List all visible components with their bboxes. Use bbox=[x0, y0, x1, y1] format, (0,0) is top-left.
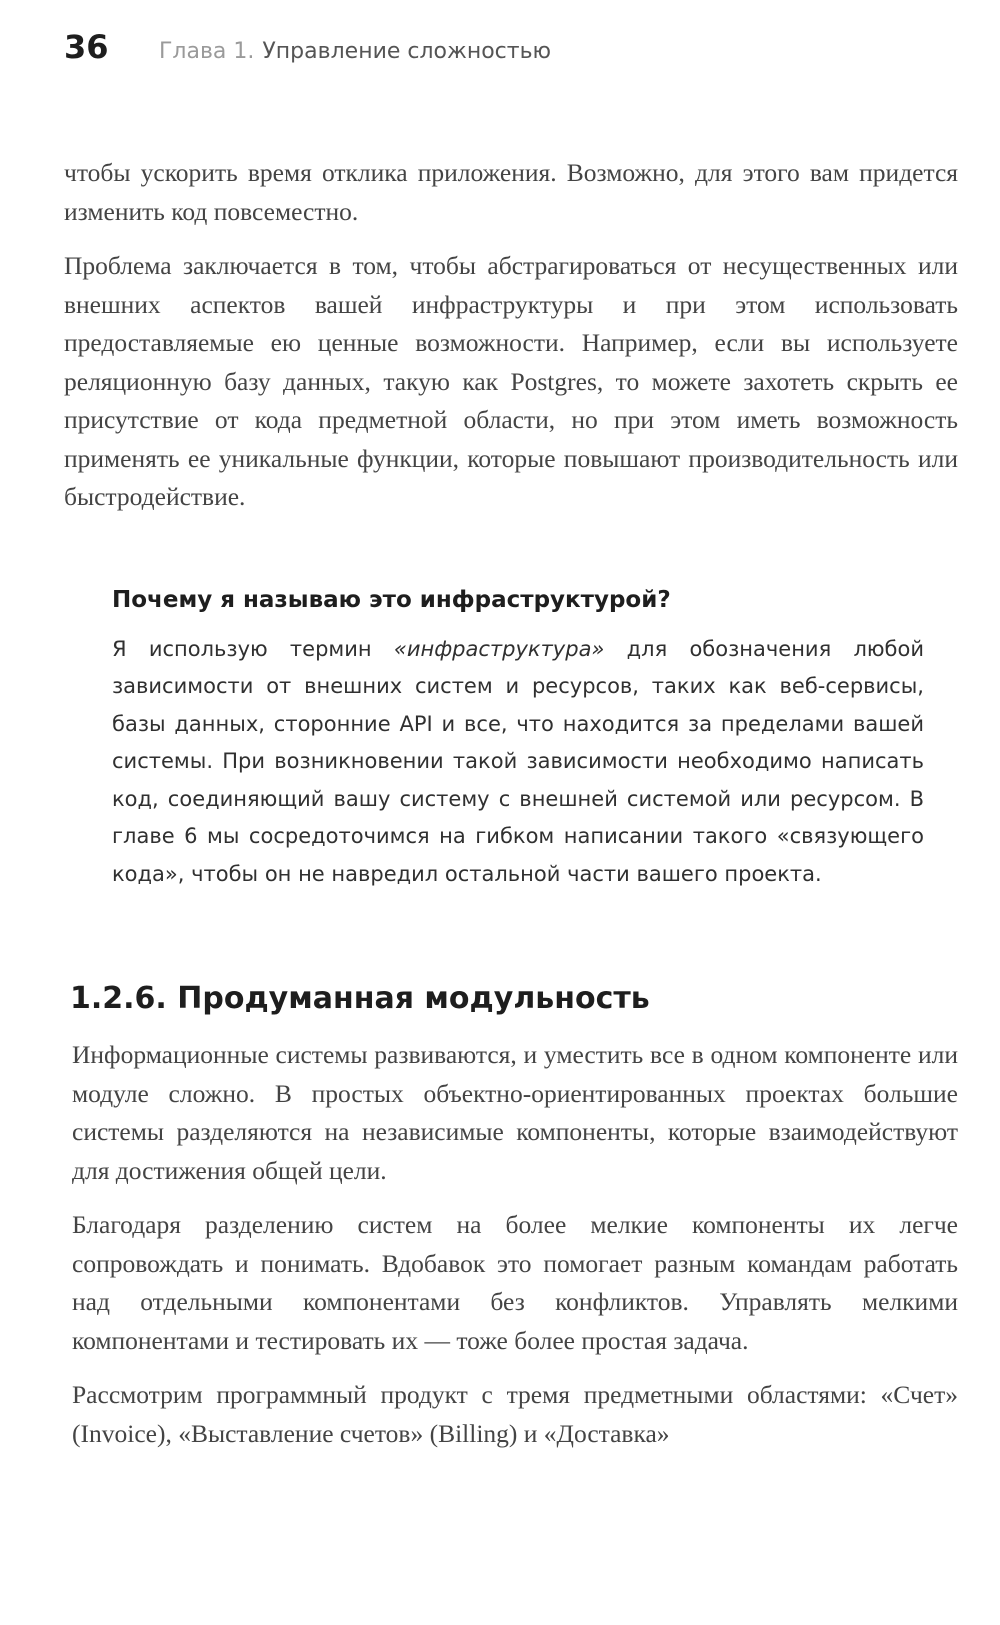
chapter-title: Управление сложностью bbox=[262, 39, 552, 64]
chapter-label: Глава 1. bbox=[159, 39, 255, 64]
section-heading: 1.2.6. Продуманная модульность bbox=[70, 981, 650, 1016]
paragraph-2: Проблема заключается в том, чтобы абстрагироваться от несущественных или внешних аспектов вашей инфраструктуры и при этом использовать предоставляемые ею ценные возможности. Например, если вы используете реляционную базу данных, такую как Postgres, то можете захотеть скрыть ее присутствие от кода предметной области, но при этом иметь возможность применять ее уникальные функции, которые повышают производительность или быстродействие. bbox=[64, 251, 958, 511]
page-number: 36 bbox=[64, 28, 109, 66]
sidebar-text-end: для обозначения любой зависимости от внешних систем и ресурсов, таких как веб-сервисы, базы данных, сторонние API и все, что находится за пределами вашей системы. При возникновении такой зависимости необходимо написать код, соединяющий вашу систему с внешней системой или ресурсом. В главе 6 мы сосредоточимся на гибком написании такого «связующего кода», чтобы он не навредил остальной части вашего проекта. bbox=[112, 636, 924, 886]
sidebar-title: Почему я называю это инфраструктурой? bbox=[112, 586, 671, 613]
section-paragraph-1: Информационные системы развиваются, и уместить все в одном компоненте или модуле сложно. В простых объектно-ориентированных проектах большие системы разделяются на независимые компоненты, которые взаимодействуют для достижения общей цели. bbox=[72, 1040, 958, 1185]
section-paragraph-3: Рассмотрим программный продукт с тремя предметными областями: «Счет» (Invoice), «Выставление счетов» (Billing) и «Доставка» bbox=[72, 1380, 958, 1448]
section-paragraph-2: Благодаря разделению систем на более мелкие компоненты их легче сопровождать и понимать. Вдобавок это помогает разным командам работать над отдельными компонентами без конфликтов. Управлять мелкими компонентами и тестировать их — тоже более простая задача. bbox=[72, 1210, 958, 1355]
sidebar-term: «инфраструктура» bbox=[393, 636, 605, 661]
sidebar-text-start: Я использую термин bbox=[112, 636, 394, 661]
sidebar-text bbox=[112, 631, 924, 894]
running-header bbox=[64, 28, 958, 78]
sidebar-note bbox=[112, 587, 924, 894]
paragraph-1: чтобы ускорить время отклика приложения. Возможно, для этого вам придется изменить код повсеместно. bbox=[64, 158, 958, 226]
